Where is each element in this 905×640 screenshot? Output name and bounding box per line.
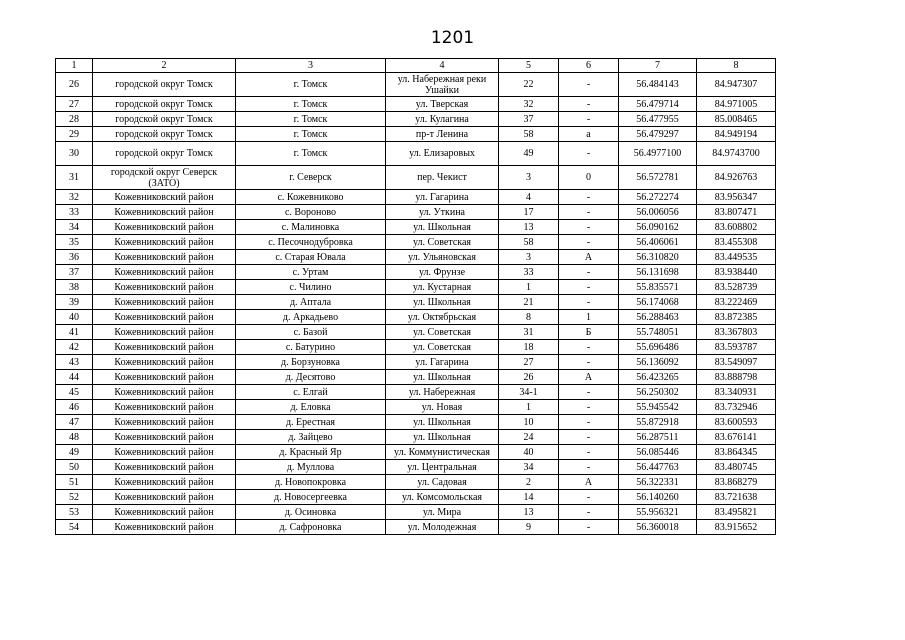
table-cell: 84.926763 [697,166,776,190]
table-cell: Кожевниковский район [93,445,236,460]
table-cell: - [559,205,619,220]
table-cell: - [559,220,619,235]
table-cell: городской округ Томск [93,73,236,97]
table-cell: 13 [499,505,559,520]
table-cell: 2 [499,475,559,490]
table-cell: ул. Комсомольская [386,490,499,505]
table-cell: с. Чилино [236,280,386,295]
table-cell: 84.949194 [697,127,776,142]
table-cell: - [559,415,619,430]
column-header: 5 [499,59,559,73]
table-cell: - [559,355,619,370]
table-cell: Кожевниковский район [93,295,236,310]
table-cell: пр-т Ленина [386,127,499,142]
table-cell: 83.676141 [697,430,776,445]
table-cell: д. Зайцево [236,430,386,445]
table-cell: - [559,97,619,112]
table-cell: с. Малиновка [236,220,386,235]
table-cell: 32 [499,97,559,112]
table-cell: Кожевниковский район [93,325,236,340]
table-cell: Кожевниковский район [93,520,236,535]
table-cell: 83.864345 [697,445,776,460]
table-cell: - [559,190,619,205]
table-cell: д. Новопокровка [236,475,386,490]
table-cell: 83.455308 [697,235,776,250]
table-cell: городской округ Северск (ЗАТО) [93,166,236,190]
column-header: 1 [56,59,93,73]
table-cell: с. Вороново [236,205,386,220]
table-cell: 18 [499,340,559,355]
table-cell: 83.549097 [697,355,776,370]
table-cell: 83.222469 [697,295,776,310]
table-cell: ул. Центральная [386,460,499,475]
table-row [56,250,776,265]
table-row [56,220,776,235]
table-cell: Б [559,325,619,340]
table-cell: 83.449535 [697,250,776,265]
table-cell: ул. Садовая [386,475,499,490]
table-cell: 49 [56,445,93,460]
table-row [56,475,776,490]
table-cell: с. Старая Ювала [236,250,386,265]
table-cell: 0 [559,166,619,190]
table-cell: 26 [499,370,559,385]
table-cell: 24 [499,430,559,445]
table-cell: 10 [499,415,559,430]
table-cell: д. Красный Яр [236,445,386,460]
table-row [56,355,776,370]
table-cell: 83.888798 [697,370,776,385]
table-cell: 83.872385 [697,310,776,325]
table-cell: д. Сафроновка [236,520,386,535]
table-cell: 84.947307 [697,73,776,97]
table-cell: ул. Кулагина [386,112,499,127]
table-cell: ул. Школьная [386,430,499,445]
table-row [56,340,776,355]
table-cell: ул. Школьная [386,415,499,430]
table-cell: 56.085446 [619,445,697,460]
table-cell: 13 [499,220,559,235]
table-cell: 83.593787 [697,340,776,355]
table-cell: 83.915652 [697,520,776,535]
table-cell: - [559,112,619,127]
table-cell: 56.572781 [619,166,697,190]
table-cell: д. Ерестная [236,415,386,430]
table-cell: Кожевниковский район [93,475,236,490]
table-cell: г. Томск [236,112,386,127]
table-cell: 3 [499,250,559,265]
table-row [56,520,776,535]
table-cell: А [559,370,619,385]
table-cell: - [559,265,619,280]
table-cell: Кожевниковский район [93,430,236,445]
table-cell: г. Томск [236,73,386,97]
table-cell: ул. Тверская [386,97,499,112]
table-cell: Кожевниковский район [93,340,236,355]
table-row [56,142,776,166]
table-cell: 56.447763 [619,460,697,475]
table-cell: 83.938440 [697,265,776,280]
table-cell: ул. Фрунзе [386,265,499,280]
table-row [56,505,776,520]
table-cell: Кожевниковский район [93,220,236,235]
table-cell: ул. Советская [386,235,499,250]
table-cell: 55.872918 [619,415,697,430]
table-cell: с. Кожевниково [236,190,386,205]
table-cell: с. Елгай [236,385,386,400]
table-cell: - [559,235,619,250]
table-cell: 83.367803 [697,325,776,340]
table-cell: 56.287511 [619,430,697,445]
table-cell: 56.090162 [619,220,697,235]
table-cell: 49 [499,142,559,166]
table-cell: ул. Елизаровых [386,142,499,166]
table-cell: с. Уртам [236,265,386,280]
table-cell: 9 [499,520,559,535]
column-header: 8 [697,59,776,73]
table-cell: А [559,475,619,490]
table-cell: 14 [499,490,559,505]
table-row [56,265,776,280]
table-cell: 3 [499,166,559,190]
table-cell: д. Муллова [236,460,386,475]
table-cell: 38 [56,280,93,295]
table-cell: 84.971005 [697,97,776,112]
table-cell: 33 [56,205,93,220]
table-cell: 55.945542 [619,400,697,415]
table-cell: 42 [56,340,93,355]
table-cell: 83.721638 [697,490,776,505]
table-row [56,112,776,127]
column-header: 4 [386,59,499,73]
table-cell: 53 [56,505,93,520]
table-cell: 39 [56,295,93,310]
table-cell: 48 [56,430,93,445]
table-cell: ул. Школьная [386,220,499,235]
table-cell: а [559,127,619,142]
table-cell: 30 [56,142,93,166]
table-cell: 35 [56,235,93,250]
table-cell: д. Десятово [236,370,386,385]
table-cell: 56.006056 [619,205,697,220]
table-cell: 83.807471 [697,205,776,220]
table-cell: 56.479297 [619,127,697,142]
table-cell: Кожевниковский район [93,205,236,220]
table-cell: 56.477955 [619,112,697,127]
table-cell: А [559,250,619,265]
table-cell: 83.480745 [697,460,776,475]
table-cell: 1 [499,400,559,415]
table-cell: 34-1 [499,385,559,400]
table-cell: 27 [499,355,559,370]
table-cell: 83.732946 [697,400,776,415]
table-cell: ул. Уткина [386,205,499,220]
table-row [56,295,776,310]
table-cell: - [559,400,619,415]
table-cell: 54 [56,520,93,535]
table-row [56,127,776,142]
table-cell: - [559,430,619,445]
table-cell: 56.406061 [619,235,697,250]
table-cell: 83.956347 [697,190,776,205]
table-cell: ул. Октябрьская [386,310,499,325]
table-cell: - [559,520,619,535]
table-cell: 52 [56,490,93,505]
table-cell: д. Аптала [236,295,386,310]
table-cell: 21 [499,295,559,310]
table-cell: 32 [56,190,93,205]
data-table [55,58,776,535]
table-cell: 83.868279 [697,475,776,490]
table-cell: 56.250302 [619,385,697,400]
table-cell: 1 [499,280,559,295]
table-cell: - [559,460,619,475]
table-cell: 31 [499,325,559,340]
table-cell: 4 [499,190,559,205]
table-cell: 1 [559,310,619,325]
table-cell: 40 [499,445,559,460]
table-cell: - [559,385,619,400]
table-cell: - [559,280,619,295]
table-cell: Кожевниковский район [93,265,236,280]
table-cell: 56.484143 [619,73,697,97]
table-cell: - [559,340,619,355]
table-cell: Кожевниковский район [93,460,236,475]
table-cell: ул. Молодежная [386,520,499,535]
table-cell: 34 [499,460,559,475]
table-cell: 58 [499,127,559,142]
table-cell: 56.310820 [619,250,697,265]
table-cell: 55.696486 [619,340,697,355]
table-cell: с. Батурино [236,340,386,355]
table-cell: 29 [56,127,93,142]
table-row [56,235,776,250]
table-cell: пер. Чекист [386,166,499,190]
table-cell: 50 [56,460,93,475]
table-cell: с. Песочнодубровка [236,235,386,250]
table-cell: ул. Школьная [386,370,499,385]
table-row [56,310,776,325]
column-header: 2 [93,59,236,73]
table-cell: 34 [56,220,93,235]
table-cell: - [559,142,619,166]
table-cell: ул. Советская [386,340,499,355]
table-cell: городской округ Томск [93,97,236,112]
table-cell: - [559,73,619,97]
table-cell: городской округ Томск [93,142,236,166]
table-cell: 27 [56,97,93,112]
table-cell: ул. Кустарная [386,280,499,295]
table-cell: ул. Коммунистическая [386,445,499,460]
table-cell: 47 [56,415,93,430]
table-cell: 45 [56,385,93,400]
table-cell: 83.528739 [697,280,776,295]
table-row [56,445,776,460]
table-cell: 37 [499,112,559,127]
table-cell: 55.956321 [619,505,697,520]
table-cell: 56.322331 [619,475,697,490]
table-cell: 56.136092 [619,355,697,370]
table-cell: 44 [56,370,93,385]
header-row [56,59,776,73]
table-cell: - [559,445,619,460]
column-header: 6 [559,59,619,73]
table-cell: городской округ Томск [93,127,236,142]
table-row [56,190,776,205]
table-cell: 40 [56,310,93,325]
table-cell: 83.340931 [697,385,776,400]
table-row [56,370,776,385]
table-cell: г. Томск [236,97,386,112]
table-cell: 84.9743700 [697,142,776,166]
table-cell: - [559,295,619,310]
table-cell: Кожевниковский район [93,280,236,295]
column-header: 3 [236,59,386,73]
page-title: 1201 [430,28,475,48]
table-cell: 56.174068 [619,295,697,310]
table-cell: 43 [56,355,93,370]
table-cell: 22 [499,73,559,97]
table-cell: Кожевниковский район [93,370,236,385]
table-cell: 37 [56,265,93,280]
table-cell: - [559,490,619,505]
table-cell: Кожевниковский район [93,385,236,400]
table-cell: 26 [56,73,93,97]
table-cell: Кожевниковский район [93,400,236,415]
table-cell: 33 [499,265,559,280]
table-cell: ул. Гагарина [386,355,499,370]
table-cell: Кожевниковский район [93,235,236,250]
table-cell: д. Борзуновка [236,355,386,370]
table-row [56,430,776,445]
table-cell: ул. Набережная [386,385,499,400]
table-row [56,166,776,190]
table-cell: Кожевниковский район [93,190,236,205]
table-row [56,97,776,112]
table-cell: - [559,505,619,520]
table-cell: д. Еловка [236,400,386,415]
table-cell: ул. Гагарина [386,190,499,205]
table-cell: Кожевниковский район [93,310,236,325]
table-row [56,460,776,475]
table-body [56,59,776,535]
table-row [56,385,776,400]
table-cell: 28 [56,112,93,127]
table-cell: 83.608802 [697,220,776,235]
table-cell: 56.4977100 [619,142,697,166]
table-cell: д. Новосергеевка [236,490,386,505]
table-cell: 55.748051 [619,325,697,340]
table-cell: ул. Советская [386,325,499,340]
table-cell: 58 [499,235,559,250]
table-cell: 56.423265 [619,370,697,385]
table-cell: 36 [56,250,93,265]
table-cell: ул. Школьная [386,295,499,310]
table-row [56,415,776,430]
table-row [56,280,776,295]
table-cell: 56.131698 [619,265,697,280]
table-cell: Кожевниковский район [93,355,236,370]
table-cell: городской округ Томск [93,112,236,127]
table-cell: 56.272274 [619,190,697,205]
table-cell: ул. Набережная реки Ушайки [386,73,499,97]
table-row [56,490,776,505]
table-cell: ул. Новая [386,400,499,415]
table-cell: 8 [499,310,559,325]
table-cell: 83.600593 [697,415,776,430]
table-cell: Кожевниковский район [93,415,236,430]
table-cell: 56.288463 [619,310,697,325]
table-cell: г. Томск [236,142,386,166]
table-cell: 85.008465 [697,112,776,127]
table-cell: г. Северск [236,166,386,190]
table-cell: 83.495821 [697,505,776,520]
table-cell: 55.835571 [619,280,697,295]
table-cell: 46 [56,400,93,415]
table-cell: 31 [56,166,93,190]
table-cell: с. Базой [236,325,386,340]
table-cell: 56.360018 [619,520,697,535]
table-row [56,325,776,340]
table-cell: 41 [56,325,93,340]
table-cell: 56.140260 [619,490,697,505]
table-cell: 17 [499,205,559,220]
table-cell: Кожевниковский район [93,505,236,520]
table-cell: ул. Ульяновская [386,250,499,265]
column-header: 7 [619,59,697,73]
table-cell: д. Осиновка [236,505,386,520]
table-cell: Кожевниковский район [93,490,236,505]
table-cell: Кожевниковский район [93,250,236,265]
table-cell: д. Аркадьево [236,310,386,325]
table-row [56,73,776,97]
table-cell: 56.479714 [619,97,697,112]
table-cell: г. Томск [236,127,386,142]
table-cell: 51 [56,475,93,490]
table-cell: ул. Мира [386,505,499,520]
table-row [56,400,776,415]
table-row [56,205,776,220]
